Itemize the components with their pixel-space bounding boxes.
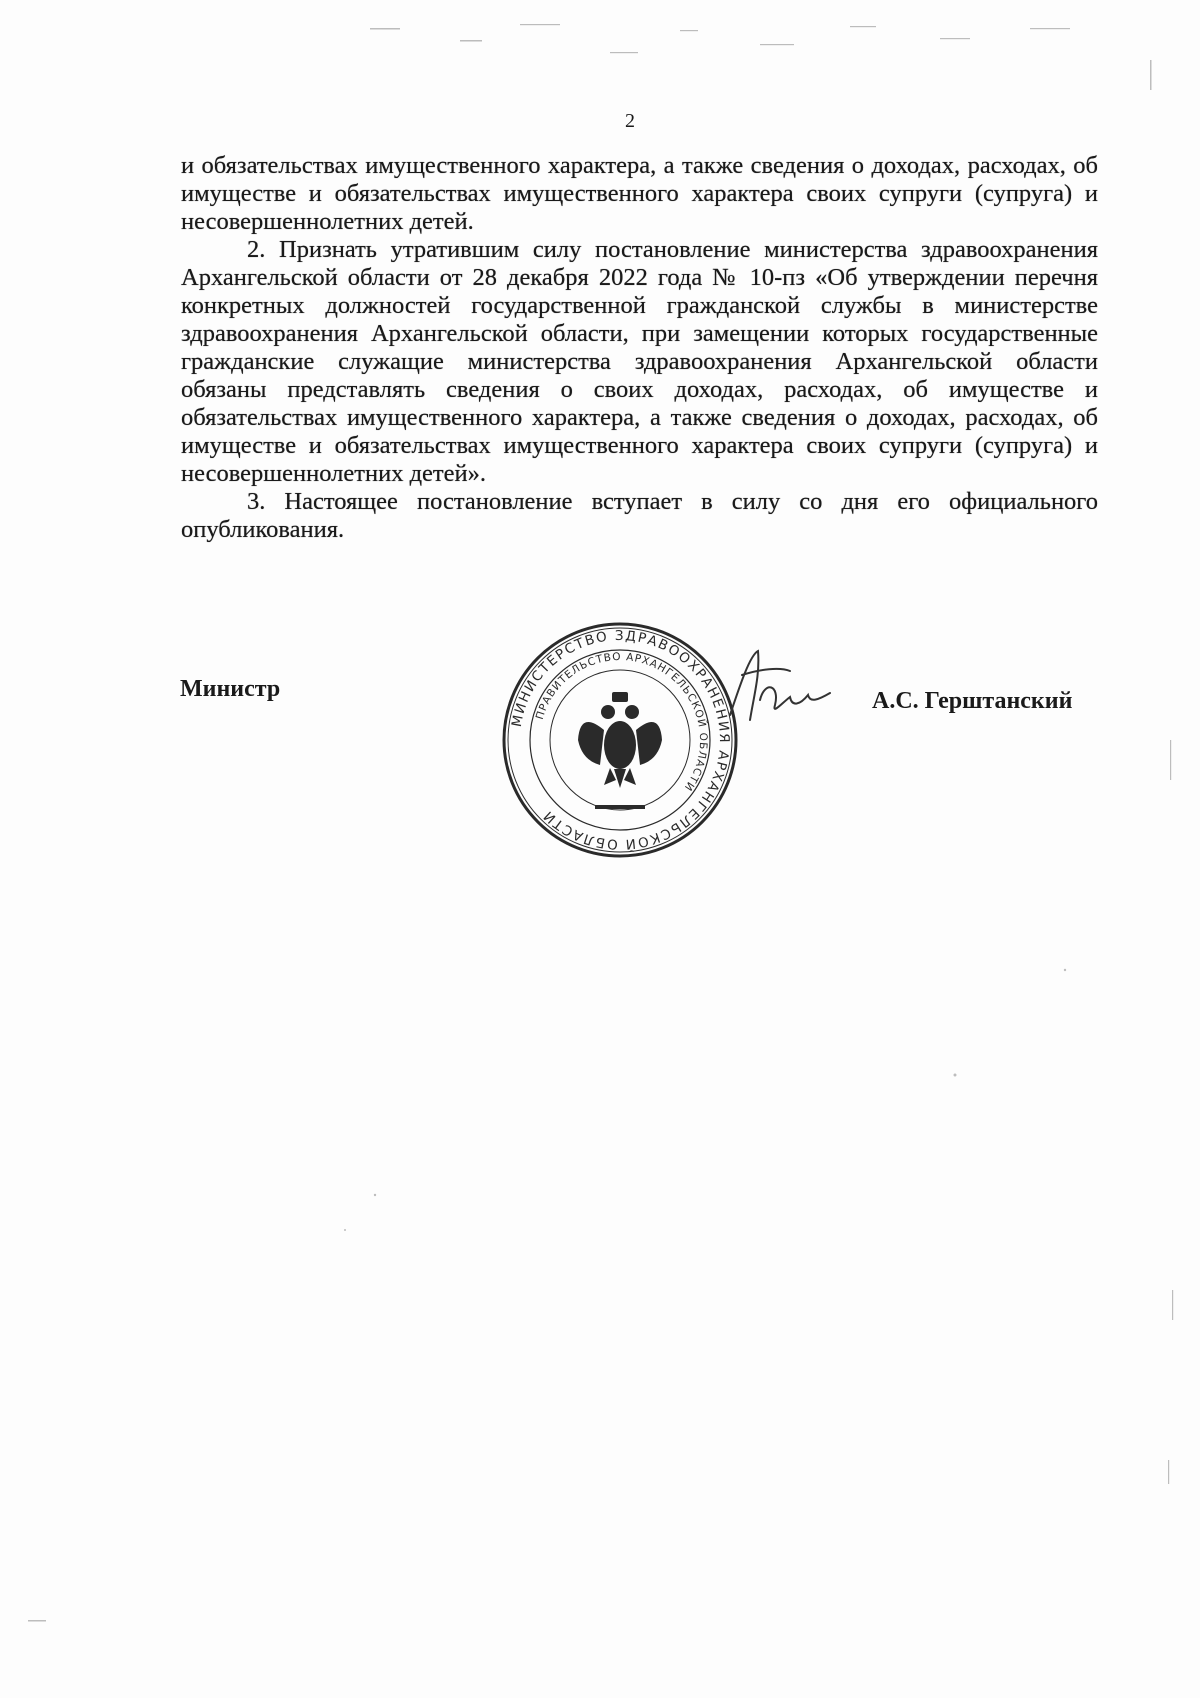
seal-outer-text: МИНИСТЕРСТВО ЗДРАВООХРАНЕНИЯ АРХАНГЕЛЬСКОЙ ОБЛАСТИ [508, 627, 733, 853]
paragraph-2: 2. Признать утратившим силу постановление министерства здравоохранения Архангельской области от 28 декабря 2022 года № 10-пз «Об утверждении перечня конкретных должностей государственной гражданской службы в министерстве здравоохранения Архангельской области, при замещении которых государственные гражданские служащие министерства здравоохранения Архангельской области обязаны представлять сведения о своих доходах, расходах, об имуществе и обязательствах имущественного характера, а также сведения о доходах, расходах, об имуществе и обязательствах имущественного характера своих супруги (супруга) и несовершеннолетних детей». [181, 236, 1098, 487]
page-number: 2 [625, 110, 635, 132]
official-seal-icon [500, 620, 740, 860]
signer-name: А.С. Герштанский [872, 688, 1073, 714]
signer-position: Министр [180, 676, 281, 702]
seal-inner-text: ПРАВИТЕЛЬСТВО АРХАНГЕЛЬСКОЙ ОБЛАСТИ [533, 650, 710, 794]
handwritten-signature-icon [720, 645, 840, 735]
paragraph-3: 3. Настоящее постановление вступает в силу со дня его официального опубликования. [181, 488, 1098, 543]
eagle-emblem-icon [578, 692, 662, 788]
paragraph-continuation: и обязательствах имущественного характера, а также сведения о доходах, расходах, об имуществе и обязательствах имущественного характера своих супруги (супруга) и несовершеннолетних детей. [181, 152, 1098, 235]
